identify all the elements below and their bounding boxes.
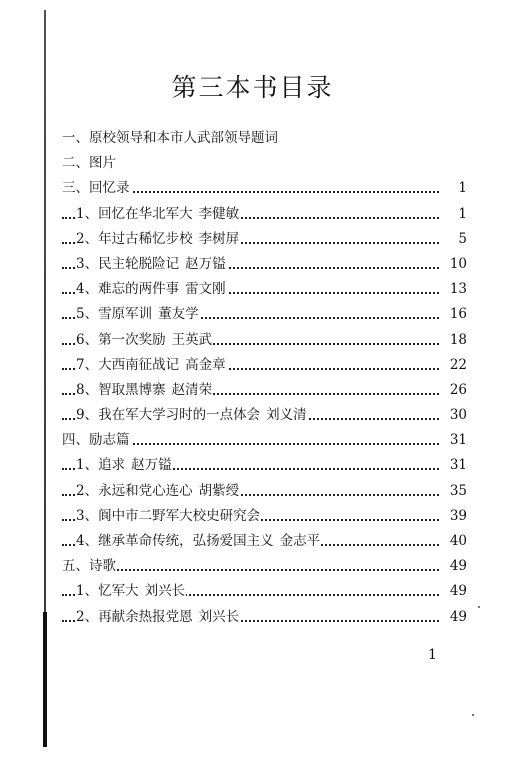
toc-entry-page: 40 bbox=[441, 529, 467, 554]
toc-entry-text: 7、大西南征战记 bbox=[76, 356, 180, 373]
toc-entry bbox=[62, 428, 467, 453]
toc-entry-text: 四、励志篇 bbox=[62, 432, 130, 449]
toc-entry-title bbox=[76, 403, 308, 428]
toc-entry-text: 8、智取黑博寨 bbox=[76, 381, 166, 398]
toc-entry bbox=[62, 252, 467, 277]
toc-entry bbox=[62, 126, 467, 151]
toc-entry-page: 5 bbox=[441, 227, 467, 252]
toc-entry-text: 5、雪原军训 bbox=[76, 306, 153, 323]
toc-entry bbox=[62, 202, 467, 227]
toc-entry-text: 2、年过古稀忆步校 bbox=[76, 230, 193, 247]
toc-entry-text: 1、忆军大 bbox=[76, 583, 139, 600]
toc-entry-page: 26 bbox=[441, 378, 467, 403]
toc-entry-author: 胡紫绶 bbox=[198, 482, 240, 499]
toc-entry-text: 6、第一次奖励 bbox=[76, 331, 166, 348]
toc-entry-title bbox=[62, 126, 279, 151]
toc-entry-page: 49 bbox=[441, 605, 467, 630]
toc-entry-author: 高金章 bbox=[185, 356, 226, 373]
toc-entry bbox=[62, 403, 467, 428]
toc-entry-author: 王英武 bbox=[171, 331, 213, 348]
leader-dots bbox=[62, 569, 439, 571]
toc-entry bbox=[62, 453, 467, 478]
page-number: 1 bbox=[428, 647, 437, 663]
toc-entry-page: 30 bbox=[441, 403, 467, 428]
toc-entry-author: 刘兴长 bbox=[144, 583, 186, 600]
toc-entry-page: 10 bbox=[441, 252, 467, 277]
toc-entry bbox=[62, 328, 467, 353]
toc-entry-text: 4、难忘的两件事 bbox=[76, 281, 180, 298]
toc-entry-text: 9、我在军大学习时的一点体会 bbox=[76, 407, 261, 424]
toc-entry-title bbox=[76, 453, 173, 478]
toc-entry-author: 董友学 bbox=[158, 306, 199, 323]
toc-entry-author: 金志平 bbox=[279, 533, 321, 549]
toc-entry-page: 1 bbox=[441, 176, 467, 201]
toc-entry bbox=[62, 227, 467, 252]
toc-entry bbox=[62, 176, 467, 201]
toc-entry-title bbox=[76, 529, 321, 554]
toc-entry-author: 李树屏 bbox=[198, 230, 240, 247]
toc-entry-title bbox=[76, 328, 213, 353]
toc-entry-page: 31 bbox=[441, 453, 467, 478]
toc-entry-text: 2、再献余热报党恩 bbox=[76, 608, 193, 625]
toc-entry-text: 五、诗歌 bbox=[62, 558, 116, 575]
toc-entry-text: 1、回忆在华北军大 bbox=[76, 205, 193, 222]
toc-entry-author: 赵清荣 bbox=[171, 381, 213, 398]
toc-entry-title bbox=[62, 428, 131, 453]
toc-entry-text: 一、原校领导和本市人武部领导题词 bbox=[62, 130, 278, 146]
toc-entry-title bbox=[76, 252, 227, 277]
toc-entry-author: 刘义清 bbox=[266, 407, 307, 424]
toc-entry-author: 刘兴长 bbox=[198, 608, 240, 625]
toc-entry bbox=[62, 479, 467, 504]
toc-entry-text: 二、图片 bbox=[62, 155, 116, 172]
toc-entry-text: 3、民主轮脱险记 bbox=[76, 255, 180, 272]
page-title: 第三本书目录 bbox=[171, 73, 334, 102]
toc-entry bbox=[62, 353, 467, 378]
toc-entry bbox=[62, 529, 467, 554]
toc-entry-title bbox=[76, 504, 261, 529]
toc-entry-text: 2、永远和党心连心 bbox=[76, 482, 193, 499]
toc-entry-title bbox=[62, 176, 131, 201]
toc-entry-page: 13 bbox=[441, 277, 467, 302]
toc-entry-title bbox=[76, 378, 213, 403]
toc-entry-title bbox=[76, 353, 227, 378]
toc-entry bbox=[62, 504, 467, 529]
toc-entry-title bbox=[62, 151, 117, 176]
toc-entry-author: 赵万镒 bbox=[185, 255, 226, 272]
toc-entry bbox=[62, 579, 467, 604]
binding-edge-shadow bbox=[43, 612, 47, 747]
toc-entry-text: 1、追求 bbox=[76, 457, 126, 474]
toc-entry bbox=[62, 378, 467, 403]
toc-entry bbox=[62, 605, 467, 630]
toc-entry bbox=[62, 302, 467, 327]
toc-entry-title bbox=[76, 202, 240, 227]
table-of-contents bbox=[62, 126, 467, 630]
toc-entry-title bbox=[76, 605, 240, 630]
toc-entry-title bbox=[76, 579, 186, 604]
toc-entry-title bbox=[76, 227, 240, 252]
scan-speck bbox=[472, 714, 474, 716]
toc-entry-title bbox=[76, 302, 200, 327]
toc-entry-author: 李健敏 bbox=[198, 205, 240, 222]
toc-entry-title bbox=[62, 554, 117, 579]
toc-entry-title bbox=[76, 479, 240, 504]
toc-entry-page: 35 bbox=[441, 479, 467, 504]
toc-entry-page: 1 bbox=[441, 202, 467, 227]
toc-entry-text: 三、回忆录 bbox=[62, 180, 130, 197]
toc-entry-page: 22 bbox=[441, 353, 467, 378]
toc-entry-author: 赵万镒 bbox=[131, 457, 172, 474]
toc-entry-author: 雷文刚 bbox=[185, 281, 226, 298]
toc-entry bbox=[62, 151, 467, 176]
toc-entry-page: 18 bbox=[441, 328, 467, 353]
scan-speck bbox=[478, 606, 480, 608]
toc-entry-text: 3、阆中市二野军大校史研究会 bbox=[76, 507, 261, 524]
toc-entry-text: 4、继承革命传统，弘扬爱国主义 bbox=[76, 533, 274, 549]
toc-entry-page: 49 bbox=[441, 579, 467, 604]
toc-entry-page: 31 bbox=[441, 428, 467, 453]
toc-entry-title bbox=[76, 277, 227, 302]
toc-entry bbox=[62, 554, 467, 579]
toc-entry-page: 39 bbox=[441, 504, 467, 529]
toc-entry bbox=[62, 277, 467, 302]
toc-entry-page: 49 bbox=[441, 554, 467, 579]
toc-entry-page: 16 bbox=[441, 302, 467, 327]
